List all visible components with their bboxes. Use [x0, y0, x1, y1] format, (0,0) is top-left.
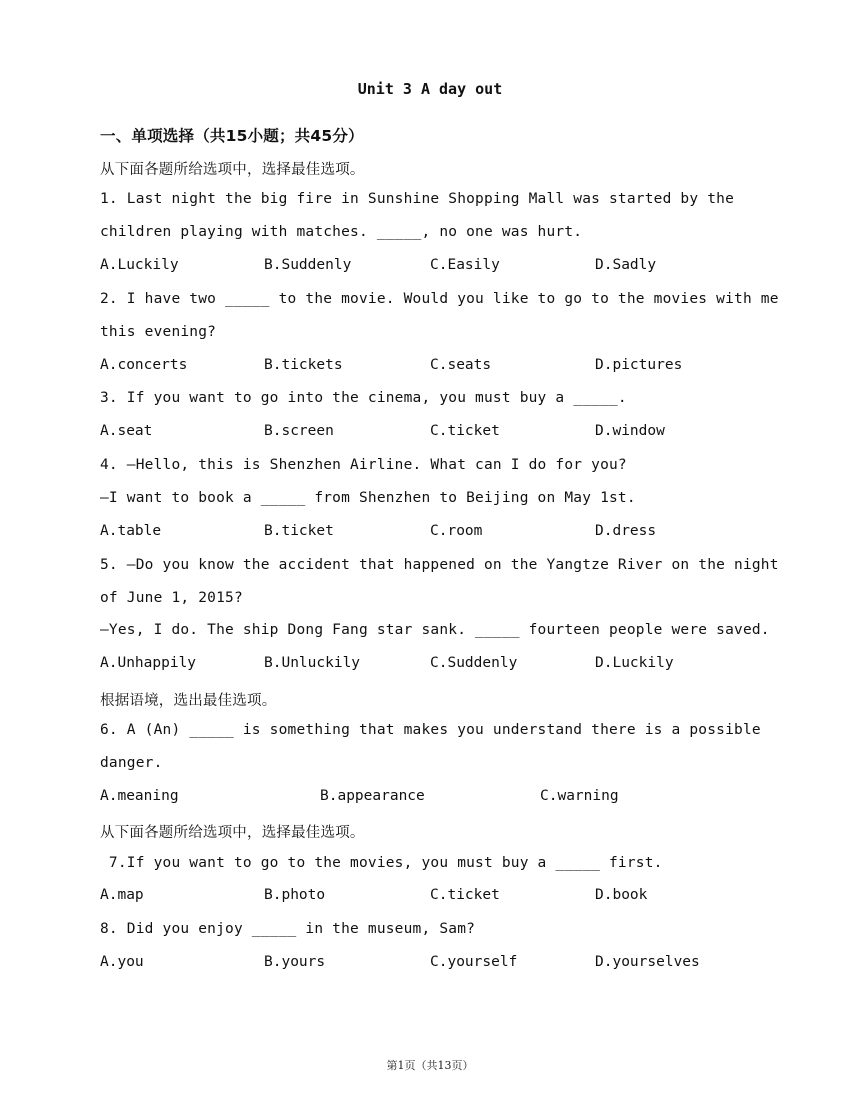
question-5-line-3: —Yes, I do. The ship Dong Fang star sank. _____ fourteen people were saved. — [100, 622, 770, 638]
option-d: D.Sadly — [595, 257, 657, 273]
question-7-line-1: 7.If you want to go to the movies, you must buy a _____ first. — [100, 855, 663, 871]
instruction-choose-best: 从下面各题所给选项中，选择最佳选项。 — [100, 162, 365, 178]
question-2-line-2: this evening? — [100, 324, 217, 340]
option-a: A.concerts — [100, 357, 188, 373]
option-c: C.seats — [430, 357, 492, 373]
option-c: C.Easily — [430, 257, 500, 273]
option-c: C.yourself — [430, 954, 518, 970]
option-b: B.yours — [264, 954, 326, 970]
option-d: D.book — [595, 887, 648, 903]
question-5-line-1: 5. —Do you know the accident that happened on the Yangtze River on the night — [100, 557, 779, 573]
option-d: D.Luckily — [595, 655, 674, 671]
option-a: A.seat — [100, 423, 153, 439]
option-a: A.Unhappily — [100, 655, 197, 671]
page-number-footer: 第1页（共13页） — [386, 1059, 474, 1072]
option-d: D.dress — [595, 523, 657, 539]
question-4-line-2: —I want to book a _____ from Shenzhen to Beijing on May 1st. — [100, 490, 636, 506]
document-title: Unit 3 A day out — [357, 80, 503, 98]
option-b: B.appearance — [320, 788, 425, 804]
option-b: B.ticket — [264, 523, 334, 539]
question-4-line-1: 4. —Hello, this is Shenzhen Airline. What can I do for you? — [100, 457, 627, 473]
option-c: C.ticket — [430, 887, 500, 903]
question-2-line-1: 2. I have two _____ to the movie. Would you like to go to the movies with me — [100, 291, 779, 307]
option-c: C.ticket — [430, 423, 500, 439]
option-a: A.you — [100, 954, 144, 970]
option-b: B.screen — [264, 423, 334, 439]
option-c: C.warning — [540, 788, 619, 804]
option-a: A.Luckily — [100, 257, 179, 273]
option-d: D.yourselves — [595, 954, 700, 970]
option-b: B.Unluckily — [264, 655, 361, 671]
question-6-line-1: 6. A (An) _____ is something that makes you understand there is a possible — [100, 722, 761, 738]
question-6-line-2: danger. — [100, 755, 163, 771]
option-a: A.meaning — [100, 788, 179, 804]
instruction-context: 根据语境，选出最佳选项。 — [100, 693, 277, 709]
option-d: D.pictures — [595, 357, 683, 373]
question-1-line-2: children playing with matches. _____, no one was hurt. — [100, 224, 583, 240]
option-d: D.window — [595, 423, 665, 439]
option-a: A.table — [100, 523, 162, 539]
option-b: B.photo — [264, 887, 326, 903]
instruction-choose-best: 从下面各题所给选项中，选择最佳选项。 — [100, 825, 365, 841]
question-5-line-2: of June 1, 2015? — [100, 590, 243, 606]
option-c: C.room — [430, 523, 483, 539]
question-3-line-1: 3. If you want to go into the cinema, you must buy a _____. — [100, 390, 627, 406]
question-1-line-1: 1. Last night the big fire in Sunshine Shopping Mall was started by the — [100, 191, 735, 207]
question-8-line-1: 8. Did you enjoy _____ in the museum, Sam? — [100, 921, 476, 937]
section-heading: 一、单项选择（共15小题；共45分） — [100, 127, 364, 145]
option-b: B.Suddenly — [264, 257, 352, 273]
option-a: A.map — [100, 887, 144, 903]
option-c: C.Suddenly — [430, 655, 518, 671]
option-b: B.tickets — [264, 357, 343, 373]
